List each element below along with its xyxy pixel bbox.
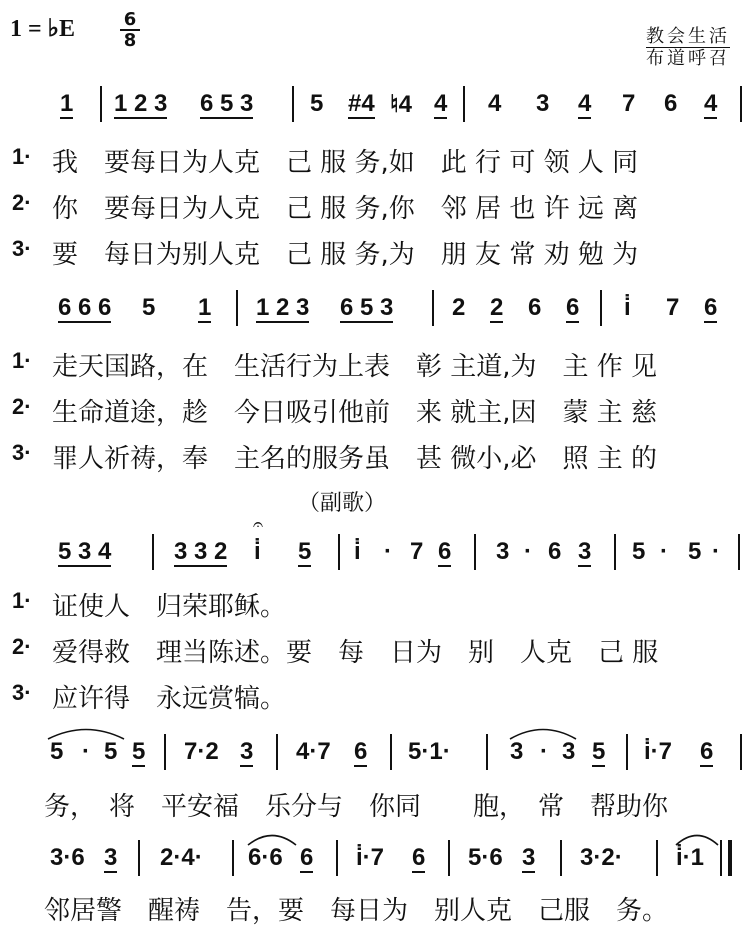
verse-number: 3·	[12, 236, 32, 261]
note-group: 4	[578, 90, 592, 117]
note-group: i̇·7	[356, 844, 385, 871]
note-group: 6	[300, 844, 314, 871]
barline	[100, 86, 102, 122]
note-group: ·	[712, 538, 720, 565]
note-group: 5	[310, 90, 324, 117]
note-group: 4·7	[296, 738, 331, 765]
note-group: 3	[578, 538, 592, 565]
notation-row	[0, 840, 754, 876]
verse-number: 1·	[12, 588, 32, 613]
barline	[336, 840, 338, 876]
meter-bottom: 8	[123, 30, 137, 51]
notation-row	[0, 86, 754, 122]
note-group: 3	[496, 538, 510, 565]
barline	[486, 734, 488, 770]
note-group: 3	[104, 844, 118, 871]
note-group: 3 3 2	[174, 538, 228, 565]
barline	[463, 86, 465, 122]
note-group: 1	[198, 294, 212, 321]
slur-icon	[246, 832, 298, 846]
note-group: 5	[50, 738, 64, 765]
lyric-text: 要 每日为别人克 己 服 务,为 朋 友 常 劝 勉 为	[52, 240, 639, 270]
note-group: 5	[688, 538, 702, 565]
note-group: 6	[354, 738, 368, 765]
note-group: ·	[660, 538, 668, 565]
note-group: 4	[488, 90, 502, 117]
note-group: ·	[524, 538, 532, 565]
verse-number: 1·	[12, 144, 32, 169]
note-group: 3·6	[50, 844, 85, 871]
note-group: 5	[142, 294, 156, 321]
barline	[292, 86, 294, 122]
barline	[600, 290, 602, 326]
lyric-text: 邻居警 醒祷 告，要 每日为 别人克 己服 务。	[44, 896, 669, 926]
note-group: 6 5 3	[200, 90, 254, 117]
verse-number: 2·	[12, 634, 32, 659]
note-group: 7	[410, 538, 424, 565]
barline	[338, 534, 340, 570]
note-group: ♮4	[390, 91, 412, 118]
barline	[164, 734, 166, 770]
category-line-1: 教会生活	[646, 26, 730, 47]
note-group: 6	[412, 844, 426, 871]
lyric-text: 你 要每日为人克 己 服 务,你 邻 居 也 许 远 离	[52, 194, 639, 224]
note-group: i̇	[254, 538, 261, 565]
note-group: 6 5 3	[340, 294, 394, 321]
barline	[740, 734, 742, 770]
barline	[390, 734, 392, 770]
slur-icon	[674, 832, 720, 846]
notation-row	[0, 290, 754, 326]
barline	[276, 734, 278, 770]
lyric-line	[0, 346, 754, 380]
note-group: 6	[548, 538, 562, 565]
barline	[448, 840, 450, 876]
verse-number: 1·	[12, 348, 32, 373]
note-group: 7	[622, 90, 636, 117]
note-group: 3	[536, 90, 550, 117]
note-group: 5	[592, 738, 606, 765]
note-group: 5·6	[468, 844, 503, 871]
note-group: 1 2 3	[114, 90, 168, 117]
lyric-line	[0, 392, 754, 426]
barline	[614, 534, 616, 570]
lyric-text: 证使人 归荣耶稣。	[52, 592, 287, 622]
lyric-line	[0, 188, 754, 222]
note-group: 5·1·	[408, 738, 451, 765]
note-group: i̇	[624, 294, 631, 321]
lyric-line	[0, 632, 754, 666]
key-signature: 1 = ♭E	[10, 16, 76, 42]
barline	[738, 534, 740, 570]
note-group: 3	[510, 738, 524, 765]
note-group: 3	[240, 738, 254, 765]
category-line-2: 布道呼召	[646, 48, 730, 69]
note-group: 2	[490, 294, 504, 321]
barline	[720, 840, 722, 876]
note-group: ·	[540, 738, 548, 765]
note-group: 5 3 4	[58, 538, 112, 565]
lyric-text: 应许得 永远赏犒。	[52, 684, 287, 714]
note-group: 6	[566, 294, 580, 321]
barline	[626, 734, 628, 770]
note-group: 5	[298, 538, 312, 565]
lyric-text: 务， 将 平安福 乐分与 你同 胞， 常 帮助你	[44, 792, 669, 822]
barline	[560, 840, 562, 876]
barline	[474, 534, 476, 570]
note-group: 6	[704, 294, 718, 321]
barline	[656, 840, 658, 876]
fermata-icon: 𝄐	[253, 514, 264, 535]
note-group: 2	[452, 294, 466, 321]
time-signature	[120, 10, 140, 50]
lyric-line	[0, 142, 754, 176]
note-group: 3·2·	[580, 844, 623, 871]
note-group: 6	[438, 538, 452, 565]
lyric-text: 罪人祈祷，奉 主名的服务虽 甚 微小,必 照 主 的	[52, 444, 658, 474]
slur-icon	[46, 726, 126, 740]
meter-top: 6	[123, 9, 137, 30]
verse-number: 2·	[12, 190, 32, 215]
notation-row	[0, 534, 754, 570]
note-group: 5	[132, 738, 146, 765]
lyric-line	[0, 586, 754, 620]
note-group: i̇·1	[676, 844, 705, 871]
lyric-line	[0, 786, 754, 820]
lyric-text: 生命道途，趁 今日吸引他前 来 就主,因 蒙 主 慈	[52, 398, 658, 428]
chorus-label: （副歌）	[298, 491, 387, 516]
lyric-text: 爱得救 理当陈述。要 每 日为 别 人克 己 服	[52, 638, 659, 668]
barline	[740, 86, 742, 122]
note-group: 3	[562, 738, 576, 765]
note-group: i̇	[354, 538, 361, 565]
note-group: 6	[528, 294, 542, 321]
barline	[236, 290, 238, 326]
final-barline	[728, 840, 732, 876]
note-group: 1 2 3	[256, 294, 310, 321]
note-group: 6 6 6	[58, 294, 112, 321]
barline	[138, 840, 140, 876]
note-group: 6	[664, 90, 678, 117]
note-group: 2·4·	[160, 844, 203, 871]
barline	[152, 534, 154, 570]
lyric-text: 走天国路，在 生活行为上表 彰 主道,为 主 作 见	[52, 352, 658, 382]
lyric-line	[0, 890, 754, 924]
barline	[232, 840, 234, 876]
note-group: 7·2	[184, 738, 219, 765]
verse-number: 3·	[12, 440, 32, 465]
barline	[432, 290, 434, 326]
note-group: 3	[522, 844, 536, 871]
note-group: 4	[434, 90, 448, 117]
note-group: 5	[104, 738, 118, 765]
lyric-line	[0, 438, 754, 472]
lyric-line	[0, 678, 754, 712]
verse-number: 2·	[12, 394, 32, 419]
note-group: ·	[82, 738, 90, 765]
note-group: 1	[60, 90, 74, 117]
lyric-text: 我 要每日为人克 己 服 务,如 此 行 可 领 人 同	[52, 148, 639, 178]
verse-number: 3·	[12, 680, 32, 705]
note-group: 6·6	[248, 844, 283, 871]
hymn-category	[646, 26, 730, 69]
note-group: 5	[632, 538, 646, 565]
note-group: i̇·7	[644, 738, 673, 765]
note-group: ·	[384, 538, 392, 565]
slur-icon	[508, 726, 578, 740]
note-group: 7	[666, 294, 680, 321]
note-group: 6	[700, 738, 714, 765]
note-group: #4	[348, 90, 375, 117]
note-group: 4	[704, 90, 718, 117]
lyric-line	[0, 234, 754, 268]
